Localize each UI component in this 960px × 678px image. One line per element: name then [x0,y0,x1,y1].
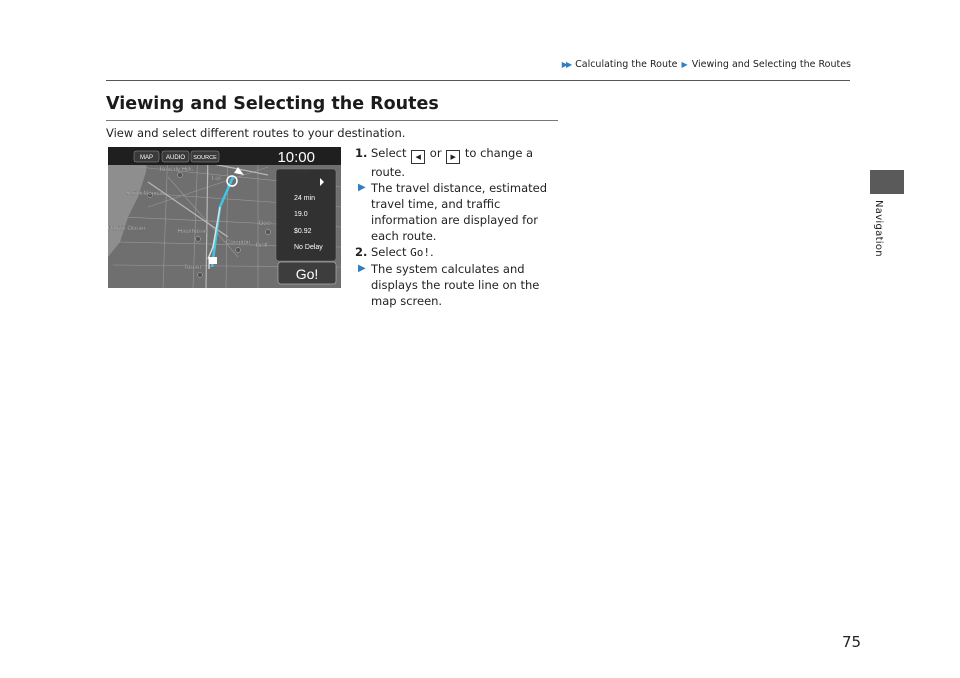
step-2 [355,244,565,261]
route-distance: 19.0 [294,211,308,218]
place-label: Torran [184,265,202,271]
result-line: information are displayed for [371,213,538,227]
step-text-select: Select [371,146,407,160]
step-text-period: . [430,245,434,259]
go-label: Go! [410,246,431,259]
breadcrumb-arrow-icon: ▶ [681,60,688,69]
step-text-suffix: to change a route. [371,146,534,179]
step-text-select: Select [371,245,407,259]
route-toll: $0.92 [294,228,312,235]
place-label: Los [212,176,222,182]
result-line: map screen. [371,294,443,308]
left-arrow-key-icon: ◀ [411,150,425,164]
result-line: The travel distance, estimated [371,181,548,195]
destination-flag-icon [209,257,217,264]
step-number: 1. [355,146,368,160]
source-button-label: SOURCE [193,155,217,161]
result-arrow-icon: ▶ [358,182,366,193]
breadcrumb [562,59,851,70]
instruction-steps [355,145,565,309]
intro-text: View and select different routes to your destination. [106,126,406,140]
step-2-result [355,261,565,309]
map-button-label: MAP [139,155,154,161]
route-time: 24 min [294,195,316,202]
breadcrumb-double-arrow-icon: ▶▶ [561,60,571,69]
step-number: 2. [355,245,368,259]
place-label: Hawthorne [178,229,208,235]
map-graphic [108,147,341,288]
result-line: travel time, and traffic [371,197,501,211]
page-title: Viewing and Selecting the Routes [106,94,439,114]
right-arrow-key-icon: ▶ [446,150,460,164]
result-arrow-icon: ▶ [358,263,366,274]
section-label: Navigation [873,200,884,257]
page-number: 75 [842,633,862,651]
header-divider [106,80,850,81]
place-label: Beverly Hills [160,167,194,173]
route-traffic: No Delay [294,244,323,251]
place-label: Compton [226,240,251,246]
step-1 [355,145,565,180]
audio-button-label: AUDIO [165,155,186,161]
place-label: Santa Monica [126,191,163,197]
navigation-screen-illustration [108,147,341,288]
breadcrumb-current: Viewing and Selecting the Routes [691,59,851,70]
result-line: each route. [371,229,437,243]
clock: 10:00 [277,149,315,166]
section-tab-marker [870,170,904,194]
place-label: Pacific Ocean [108,226,146,232]
step-1-result [355,180,565,244]
place-label: Dow [259,221,272,227]
result-line: displays the route line on the [371,278,540,292]
title-divider [106,120,558,121]
step-text-or: or [429,146,442,160]
place-label: Bellf [256,243,268,249]
result-line: The system calculates and [371,262,525,276]
go-button-label: Go! [295,266,319,282]
breadcrumb-link-calculating-route[interactable]: Calculating the Route [575,59,678,70]
